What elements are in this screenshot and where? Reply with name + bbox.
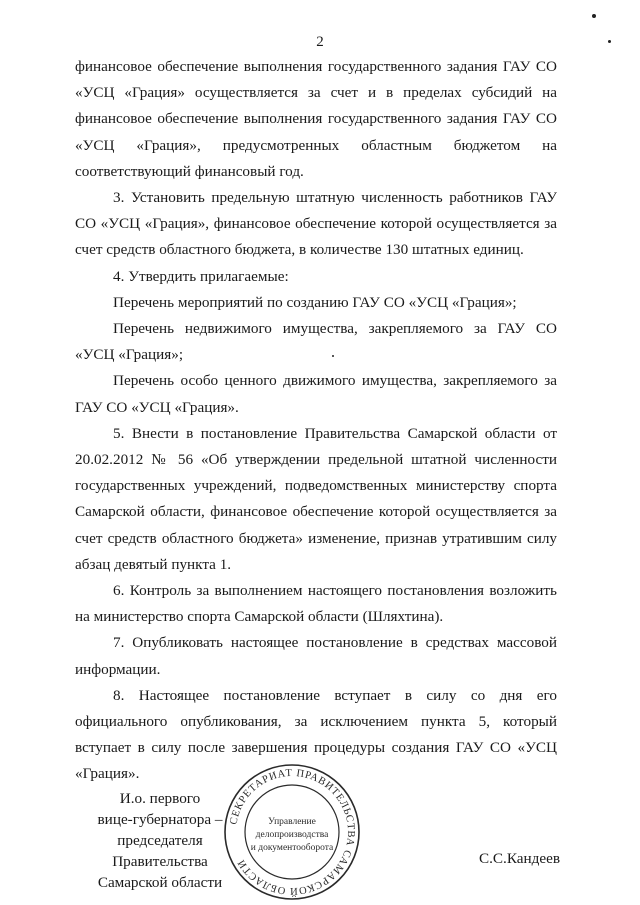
paragraph: 7. Опубликовать настоящее постановление в средствах массовой информации. bbox=[75, 634, 557, 678]
official-stamp bbox=[222, 762, 362, 902]
paragraph: 4. Утвердить прилагаемые: bbox=[113, 267, 289, 285]
signature-title-line: вице-губернатора – bbox=[97, 811, 223, 828]
paragraph: 8. Настоящее постановление вступает в силу со дня его официального опубликования, за исключением пункта 5, который вступает в силу после завершения процедуры создания ГАУ СО «УСЦ «Грация». bbox=[75, 686, 557, 783]
signatory-name: С.С.Кандеев bbox=[479, 850, 561, 867]
stamp-outer-text: СЕКРЕТАРИАТ ПРАВИТЕЛЬСТВА САМАРСКОЙ ОБЛАСТИ bbox=[228, 767, 357, 897]
signature-title bbox=[75, 788, 245, 893]
signature-title-line: И.о. первого bbox=[119, 790, 201, 807]
paragraph: Перечень особо ценного движимого имущества, закрепляемого за ГАУ СО «УСЦ «Грация». bbox=[75, 372, 557, 416]
paragraph: финансовое обеспечение выполнения государственного задания ГАУ СО «УСЦ «Грация» осуществляется за счет и в пределах субсидий на финансовое обеспечение выполнения государственного задания ГАУ СО «УСЦ «Грация», предусмотренных областным бюджетом на соответствующий финансовый год. bbox=[75, 58, 557, 180]
scan-speck bbox=[608, 40, 611, 43]
signature-title-line: Самарской области bbox=[97, 874, 223, 891]
signature-title-line: председателя Правительства bbox=[112, 832, 208, 870]
stamp-inner-line: делопроизводства bbox=[255, 830, 329, 840]
stamp-inner-line: и документооборота bbox=[250, 843, 334, 853]
stamp-inner-line: Управление bbox=[268, 817, 316, 827]
paragraph: Перечень недвижимого имущества, закрепляемого за ГАУ СО «УСЦ «Грация»; bbox=[75, 320, 557, 364]
scan-speck bbox=[592, 14, 596, 18]
scan-speck bbox=[332, 355, 334, 357]
document-body bbox=[75, 54, 557, 788]
paragraph: Перечень мероприятий по созданию ГАУ СО «УСЦ «Грация»; bbox=[113, 293, 517, 311]
paragraph: 3. Установить предельную штатную численность работников ГАУ СО «УСЦ «Грация», финансовое обеспечение которой осуществляется за счет средств областного бюджета, в количестве 130 штатных единиц. bbox=[75, 189, 557, 259]
paragraph: 5. Внести в постановление Правительства Самарской области от 20.02.2012 № 56 «Об утверждении предельной штатной численности государственных учреждений, подведомственных министерству спорта Самарской области, финансовое обеспечение которой осуществляется за счет средств областного бюджета» изменение, признав утратившим силу абзац девятый пункта 1. bbox=[75, 424, 557, 573]
paragraph: 6. Контроль за выполнением настоящего постановления возложить на министерство спорта Самарской области (Шляхтина). bbox=[75, 582, 557, 626]
page-number: 2 bbox=[316, 34, 324, 50]
